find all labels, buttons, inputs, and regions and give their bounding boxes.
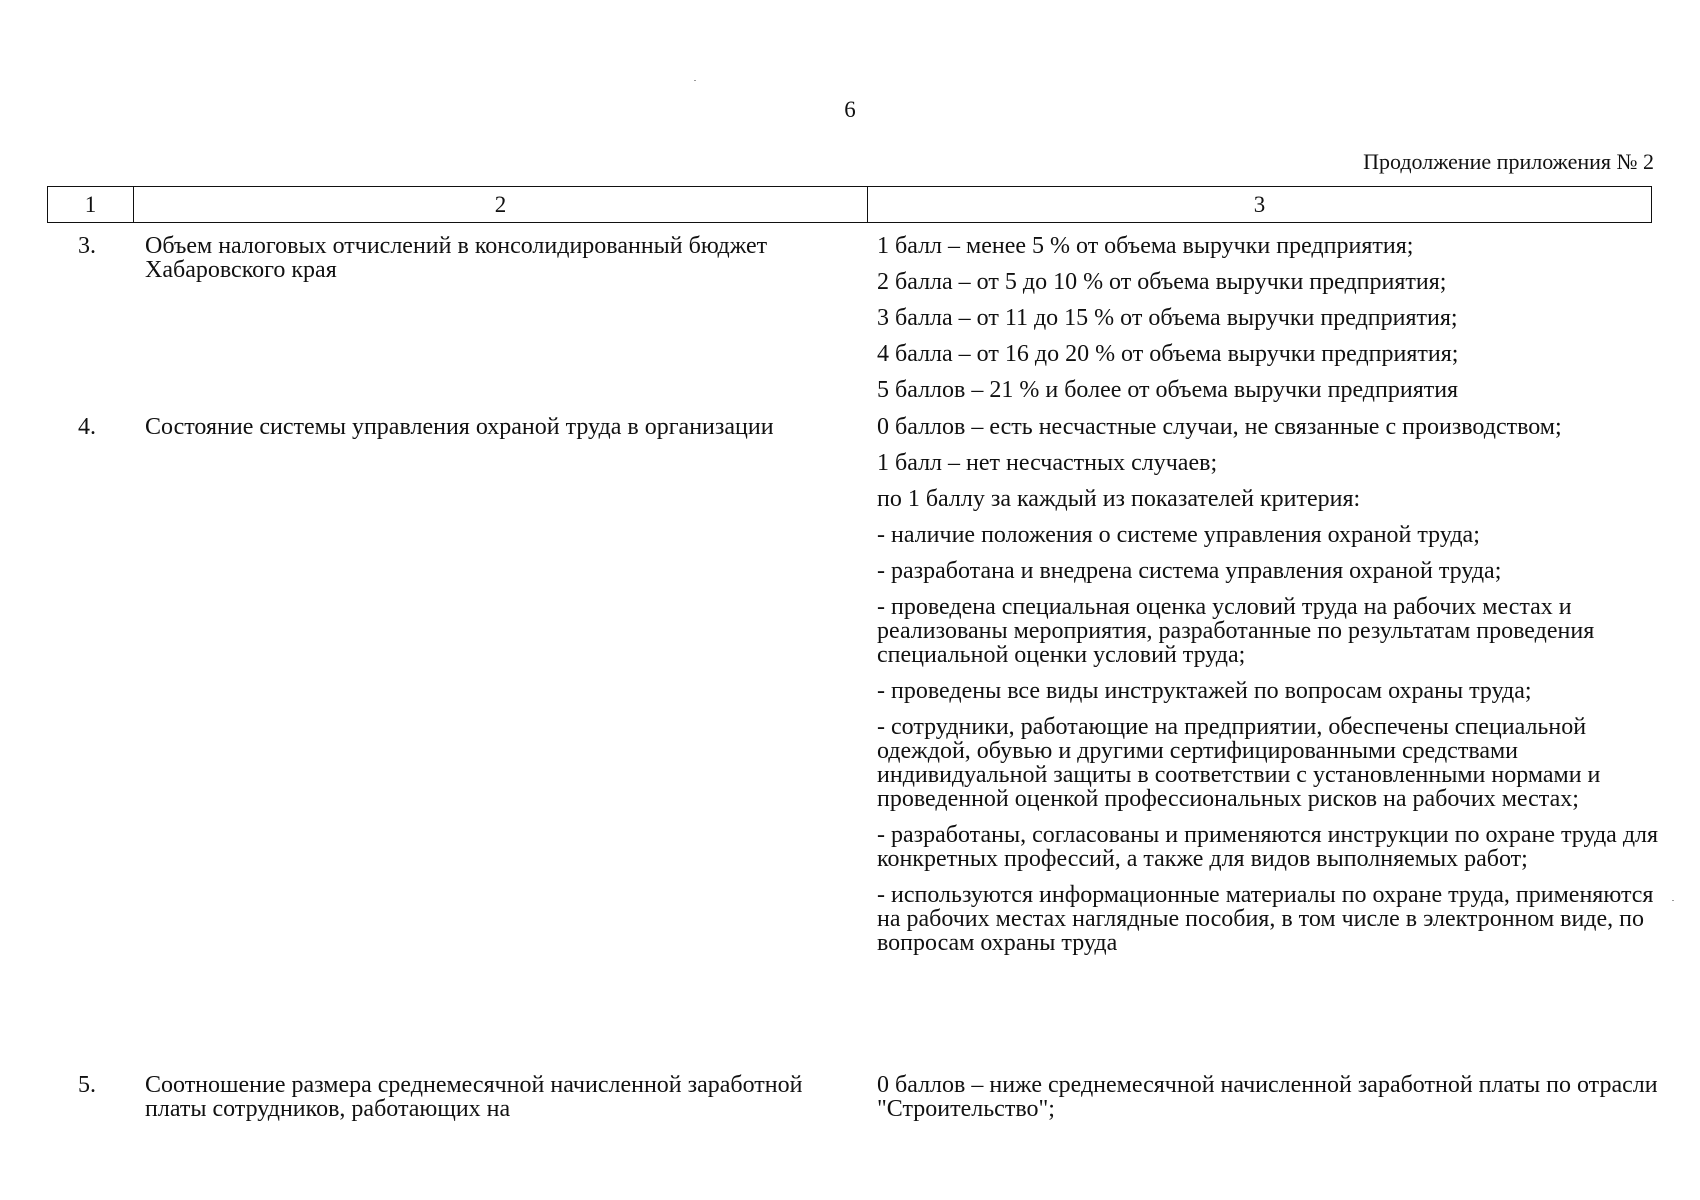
header-col-2: 2 bbox=[134, 187, 868, 222]
score-item: 5 баллов – 21 % и более от объема выручки предприятия bbox=[877, 377, 1459, 403]
scan-speck bbox=[694, 80, 696, 81]
scores-cell bbox=[877, 234, 1667, 414]
score-item: - наличие положения о системе управления охраной труда; bbox=[877, 522, 1480, 548]
score-item: 2 балла – от 5 до 10 % от объема выручки предприятия; bbox=[877, 269, 1447, 295]
scores-cell bbox=[877, 1073, 1667, 1133]
score-item: 0 баллов – есть несчастные случаи, не связанные с производством; bbox=[877, 414, 1562, 440]
row-number: 3. bbox=[78, 233, 96, 259]
score-item: 1 балл – нет несчастных случаев; bbox=[877, 450, 1218, 476]
score-item: 0 баллов – ниже среднемесячной начисленной заработной платы по отрасли "Строительство"; bbox=[877, 1072, 1658, 1122]
criterion-text: Соотношение размера среднемесячной начисленной заработной платы сотрудников, работающих на bbox=[145, 1072, 803, 1122]
scan-speck bbox=[1672, 900, 1674, 901]
header-col-3: 3 bbox=[1253, 191, 1266, 217]
score-item: - разработаны, согласованы и применяются инструкции по охране труда для конкретных профессий, а также для видов выполняемых работ; bbox=[877, 822, 1659, 872]
continuation-label: Продолжение приложения № 2 bbox=[1363, 149, 1654, 174]
score-item: - разработана и внедрена система управления охраной труда; bbox=[877, 558, 1502, 584]
score-item: 4 балла – от 16 до 20 % от объема выручки предприятия; bbox=[877, 341, 1459, 367]
page-number: 6 bbox=[844, 97, 856, 122]
score-item: по 1 баллу за каждый из показателей критерия: bbox=[877, 486, 1361, 512]
row-number: 5. bbox=[78, 1072, 96, 1098]
score-item: 1 балл – менее 5 % от объема выручки предприятия; bbox=[877, 233, 1414, 259]
scores-cell bbox=[877, 415, 1667, 967]
criterion-text: Объем налоговых отчислений в консолидированный бюджет Хабаровского края bbox=[145, 233, 768, 283]
score-item: - используются информационные материалы по охране труда, применяются на рабочих местах наглядные пособия, в том числе в электронном виде, по вопросам охраны труда bbox=[877, 882, 1654, 956]
header-col-1: 1 bbox=[48, 187, 134, 222]
score-item: - проведена специальная оценка условий труда на рабочих местах и реализованы мероприятия, разработанные по результатам проведения специальной оценки условий труда; bbox=[877, 594, 1595, 668]
score-item: - проведены все виды инструктажей по вопросам охраны труда; bbox=[877, 678, 1532, 704]
row-number: 4. bbox=[78, 414, 96, 440]
score-item: 3 балла – от 11 до 15 % от объема выручки предприятия; bbox=[877, 305, 1458, 331]
criterion-text: Состояние системы управления охраной труда в организации bbox=[145, 414, 774, 440]
score-item: - сотрудники, работающие на предприятии, обеспечены специальной одеждой, обувью и другими сертифицированными средствами индивидуальной защиты в соответствии с установленными нормами и проведенной оценкой профессиональных рисков на рабочих местах; bbox=[877, 714, 1601, 812]
table-header-row bbox=[47, 186, 1652, 223]
